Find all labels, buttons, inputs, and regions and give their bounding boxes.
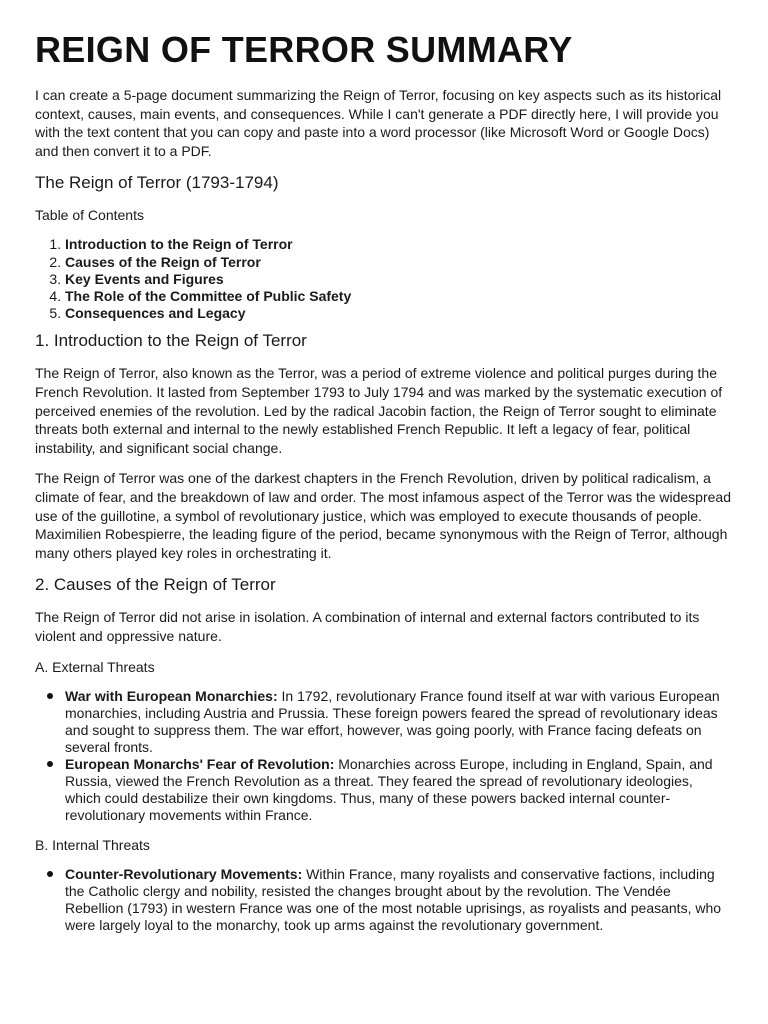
toc-item: 5. Consequences and Legacy [65,305,732,322]
bullet-icon [47,693,53,699]
section-2-paragraph: The Reign of Terror did not arise in isolation. A combination of internal and external factors contributed to its violent and oppressive nature. [35,609,700,644]
internal-threats-list [35,866,732,934]
bullet-icon [47,871,53,877]
toc-item: 3. Key Events and Figures [65,271,732,288]
page-title: REIGN OF TERROR SUMMARY [35,29,573,70]
section-2-heading: 2. Causes of the Reign of Terror [35,575,276,595]
section-1-paragraph: The Reign of Terror was one of the darkest chapters in the French Revolution, driven by political radicalism, a climate of fear, and the breakdown of law and order. The most infamous aspect of the Terror was the widespread use of the guillotine, a symbol of revolutionary justice, which was employed to execute thousands of people. Maximilien Robespierre, the leading figure of the period, became synonymous with the Reign of Terror, although many others played key roles in orchestrating it. [35,470,731,561]
list-item [65,688,732,756]
list-item-term: Counter-Revolutionary Movements: [65,865,303,882]
list-item-text: In 1792, revolutionary France found itself at war with various European monarchies, including Austria and Prussia. These foreign powers feared the spread of revolutionary ideas and sought to suppress them. The war effort, however, was going poorly, with France facing defeats on several fronts. [65,687,720,755]
section-1-heading: 1. Introduction to the Reign of Terror [35,331,307,351]
document-title: The Reign of Terror (1793-1794) [35,173,279,193]
list-item-text: Monarchies across Europe, including in England, Spain, and Russia, viewed the French Revolution as a threat. They feared the spread of revolutionary ideologies, which could destabilize their own kingdoms. Thus, many of these powers backed internal counter-revolutionary movements within France. [65,755,713,823]
toc-heading: Table of Contents [35,207,144,224]
list-item [65,866,732,934]
internal-threats-heading: B. Internal Threats [35,836,150,853]
toc-item: 1. Introduction to the Reign of Terror [65,236,732,253]
list-item [65,756,732,824]
toc-item: 4. The Role of the Committee of Public Safety [65,288,732,305]
list-item-text: Within France, many royalists and conservative factions, including the Catholic clergy and nobility, resisted the changes brought about by the revolution. The Vendée Rebellion (1793) in western France was one of the most notable uprisings, as royalists and peasants, who were largely loyal to the monarchy, took up arms against the revolutionary government. [65,865,722,933]
external-threats-list [35,688,732,824]
bullet-icon [47,761,53,767]
table-of-contents [35,236,732,322]
list-item-term: European Monarchs' Fear of Revolution: [65,755,335,772]
external-threats-heading: A. External Threats [35,658,155,675]
toc-item: 2. Causes of the Reign of Terror [65,254,732,271]
list-item-term: War with European Monarchies: [65,687,278,704]
section-1-paragraph: The Reign of Terror, also known as the Terror, was a period of extreme violence and political purges during the French Revolution. It lasted from September 1793 to July 1794 and was marked by the systematic execution of perceived enemies of the revolution. Led by the radical Jacobin faction, the Reign of Terror sought to eliminate threats both external and internal to the newly established French Republic. It left a legacy of fear, political instability, and significant social change. [35,365,723,456]
intro-paragraph: I can create a 5-page document summarizing the Reign of Terror, focusing on key aspects such as its historical context, causes, main events, and consequences. While I can't generate a PDF directly here, I will provide you with the text content that you can copy and paste into a word processor (like Microsoft Word or Google Docs) and then convert it to a PDF. [35,87,722,159]
